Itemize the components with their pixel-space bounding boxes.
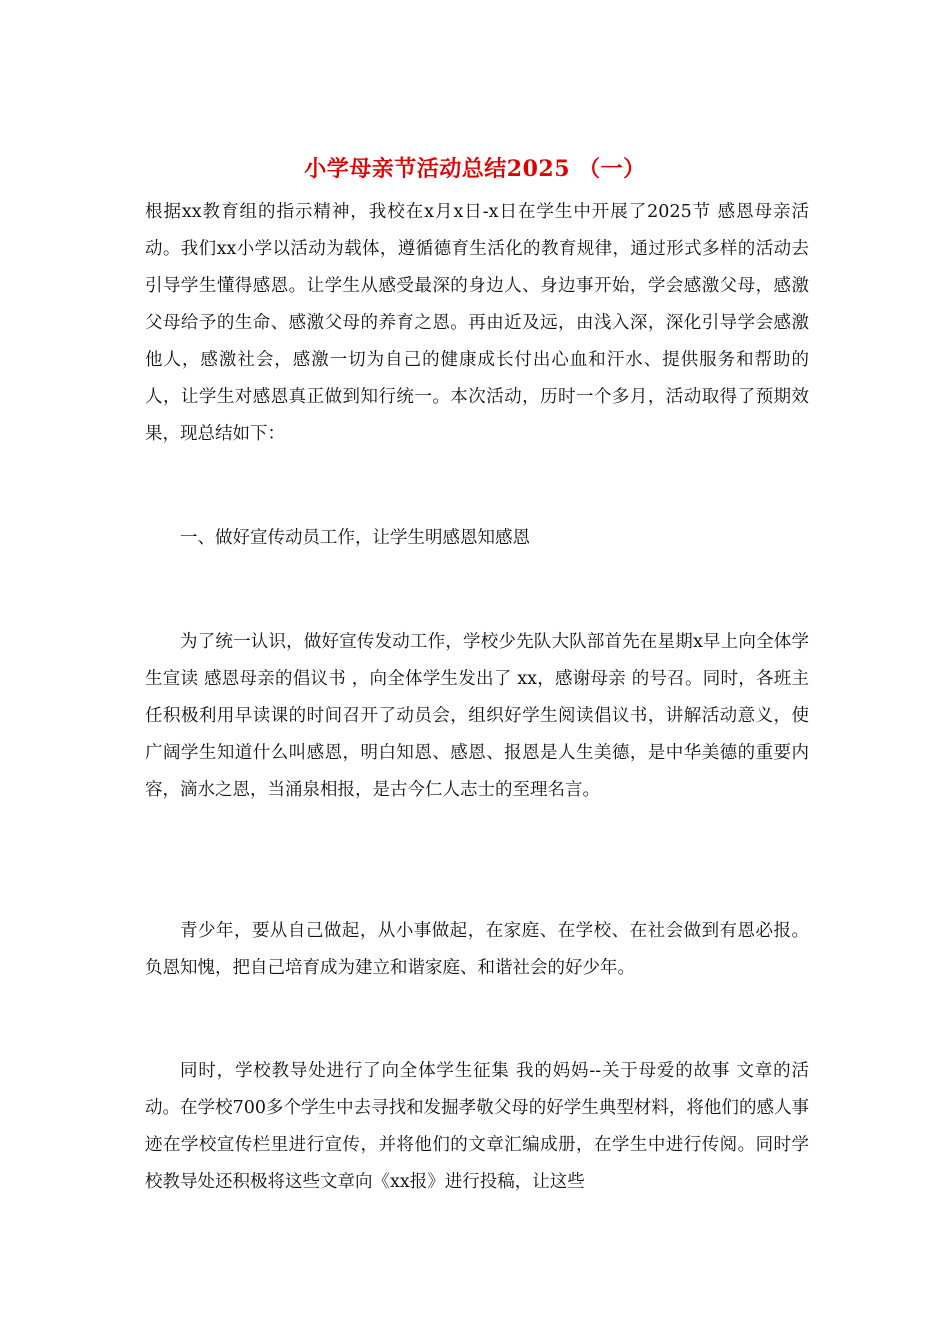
document-title: 小学母亲节活动总结2025 （一） — [304, 156, 646, 182]
section-heading: 一、做好宣传动员工作，让学生明感恩知感恩 — [180, 528, 530, 548]
body-paragraph: 为了统一认识，做好宣传发动工作，学校少先队大队部首先在星期x早上向全体学生宣读 感恩母亲的倡议书 ，向全体学生发出了 xx，感谢母亲 的号召。同时，各班主任积极利用早读课的时间召开了动员会，组织好学生阅读倡议书，讲解活动意义，使广阔学生知道什么叫感恩，明白知恩、感恩、报恩是人生美德，是中华美德的重要内容，滴水之恩，当涌泉相报，是古今仁人志士的至理名言。 — [145, 632, 809, 800]
intro-paragraph: 根据xx教育组的指示精神，我校在x月x日-x日在学生中开展了2025节 感恩母亲活动。我们xx小学以活动为载体，遵循德育生活化的教育规律，通过形式多样的活动去引导学生懂得感恩。让学生从感受最深的身边人、身边事开始，学会感激父母，感激父母给予的生命、感激父母的养育之恩。再由近及远，由浅入深，深化引导学会感激他人，感激社会，感激一切为自己的健康成长付出心血和汗水、提供服务和帮助的人，让学生对感恩真正做到知行统一。本次活动，历时一个多月，活动取得了预期效果，现总结如下： — [145, 202, 809, 444]
body-paragraph: 同时，学校教导处进行了向全体学生征集 我的妈妈--关于母爱的故事 文章的活动。在学校700多个学生中去寻找和发掘孝敬父母的好学生典型材料，将他们的感人事迹在学校宣传栏里进行宣传，并将他们的文章汇编成册，在学生中进行传阅。同时学校教导处还积极将这些文章向《xx报》进行投稿，让这些 — [145, 1061, 809, 1192]
body-paragraph: 青少年，要从自己做起，从小事做起，在家庭、在学校、在社会做到有恩必报。负恩知愧，把自己培育成为建立和谐家庭、和谐社会的好少年。 — [145, 921, 809, 978]
